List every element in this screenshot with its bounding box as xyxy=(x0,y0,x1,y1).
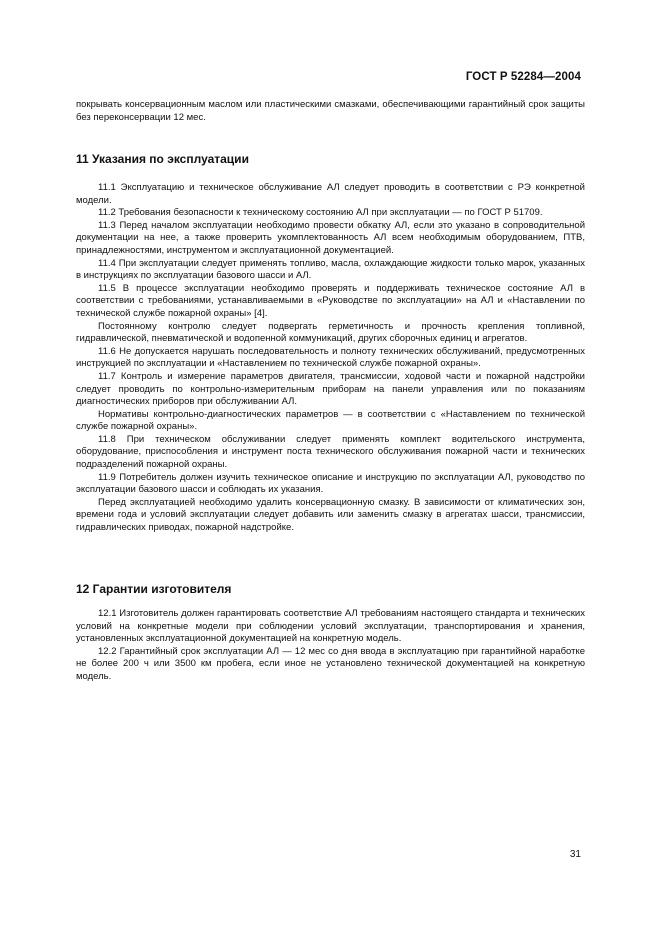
section-12-title: 12 Гарантии изготовителя xyxy=(76,582,232,596)
paragraph-11-1: 11.1 Эксплуатацию и техническое обслуживание АЛ следует проводить в соответствии с РЭ конкретной модели. xyxy=(76,182,585,206)
paragraph-11-5: 11.5 В процессе эксплуатации необходимо проверять и поддерживать техническое состояние АЛ в соответствии с требованиями, устанавливаемыми в «Руководстве по эксплуатации» на АЛ и «Наставлении по технической службе пожарной охраны» [4]. xyxy=(76,282,585,319)
paragraph: покрывать консервационным маслом или пластическими смазками, обеспечивающими гарантийный срок защиты без переконсервации 12 мес. xyxy=(76,99,585,123)
intro-continuation xyxy=(76,99,585,124)
paragraph-11-4: 11.4 При эксплуатации следует применять топливо, масла, охлаждающие жидкости только марок, указанных в инструкциях по эксплуатации базового шасси и АЛ. xyxy=(76,257,585,282)
section-11-title: 11 Указания по эксплуатации xyxy=(76,152,249,166)
paragraph-11-6: 11.6 Не допускается нарушать последовательность и полноту технических обслуживаний, предусмотренных инструкцией по эксплуатации и «Наставлением по технической службе пожарной охраны». xyxy=(76,345,585,370)
paragraph-11-5-cont: Постоянному контролю следует подвергать герметичность и прочность крепления топливной, гидравлической, пневматической и водопенной коммуникаций, других сборочных единиц и агрегатов. xyxy=(76,320,585,345)
section-11-body xyxy=(76,182,585,535)
page-number: 31 xyxy=(569,849,581,860)
paragraph-12-2: 12.2 Гарантийный срок эксплуатации АЛ — 12 мес со дня ввода в эксплуатацию при гарантийной наработке не более 200 ч или 3500 км пробега, если иное не установлено технической документацией на конкретную модель. xyxy=(76,645,585,682)
paragraph-11-9-cont: Перед эксплуатацией необходимо удалить консервационную смазку. В зависимости от климатических зон, времени года и условий эксплуатации следует добавить или заменить смазку в агрегатах шасси, трансмиссии, гидравлических приводах, пожарной надстройке. xyxy=(76,496,585,534)
document-header: ГОСТ Р 52284—2004 xyxy=(465,71,581,83)
paragraph-11-9: 11.9 Потребитель должен изучить техническое описание и инструкцию по эксплуатации АЛ, руководство по эксплуатации базового шасси и соблюдать их указания. xyxy=(76,471,585,496)
paragraph-11-3: 11.3 Перед началом эксплуатации необходимо провести обкатку АЛ, если это указано в сопроводительной документации на нее, а также проверить укомплектованность АЛ всем необходимым оборудованием, ПТВ, принадлежностями, инструментом и эксплуатационной документацией. xyxy=(76,219,585,256)
paragraph-11-7: 11.7 Контроль и измерение параметров двигателя, трансмиссии, ходовой части и пожарной надстройки следует проводить по контрольно-измерительным приборам на панели управления или по показаниям диагностических приборов при обслуживании АЛ. xyxy=(76,370,585,408)
paragraph-11-7-cont: Нормативы контрольно-диагностических параметров — в соответствии с «Наставлением по технической службе пожарной охраны». xyxy=(76,408,585,433)
paragraph-11-8: 11.8 При техническом обслуживании следует применять комплект водительского инструмента, оборудование, приспособления и инструмент поста технического обслуживания пожарной части и технических подразделений пожарной охраны. xyxy=(76,433,585,471)
paragraph-12-1: 12.1 Изготовитель должен гарантировать соответствие АЛ требованиям настоящего стандарта и технических условий на конкретные модели при соблюдении условий эксплуатации, транспортирования и хранения, установленных эксплуатационной документацией на конкретную модель. xyxy=(76,608,585,645)
section-12-body xyxy=(76,608,585,684)
paragraph-11-2: 11.2 Требования безопасности к техническому состоянию АЛ при эксплуатации — по ГОСТ Р 51709. xyxy=(98,207,543,219)
